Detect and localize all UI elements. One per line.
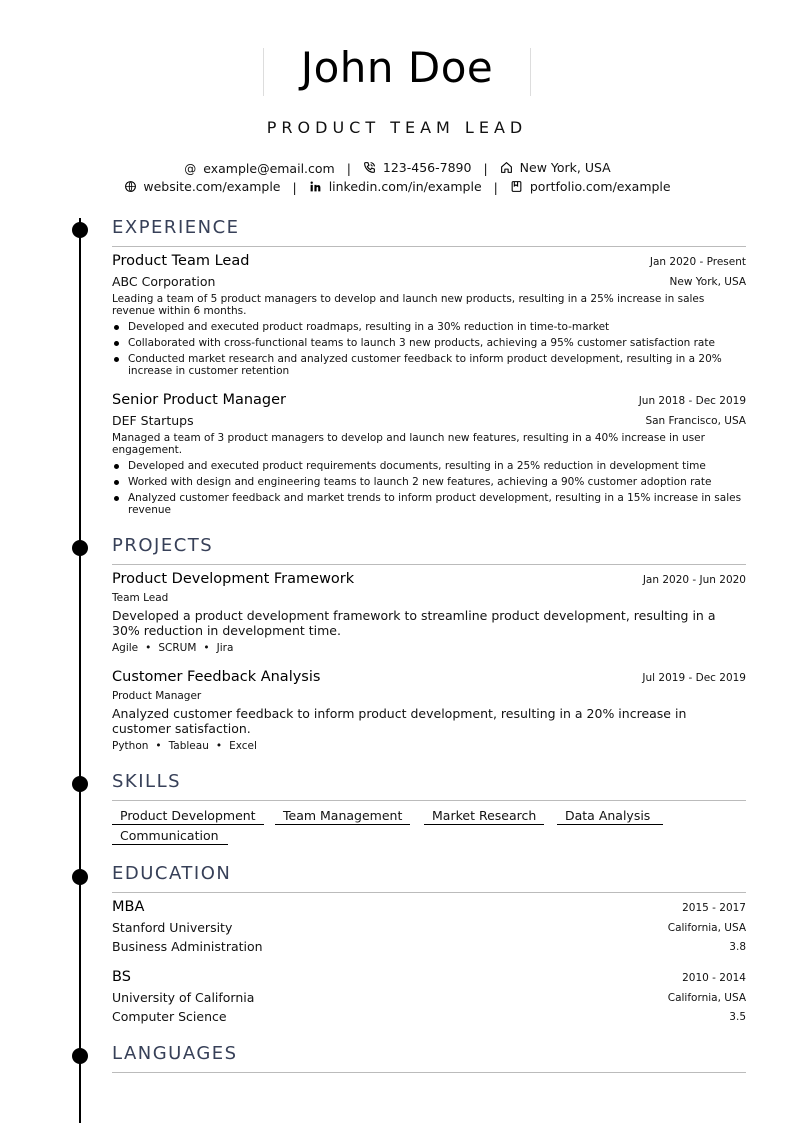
project-role: Product Manager	[112, 690, 202, 702]
contact-linkedin[interactable]	[309, 179, 482, 196]
project-tag: SCRUM	[158, 642, 197, 654]
job-bullet: Developed and executed product requirements documents, resulting in a 25% reduction in development time	[112, 460, 746, 472]
education-dates: 2015 - 2017	[682, 902, 746, 914]
section-divider	[112, 564, 746, 565]
separator: |	[483, 161, 488, 176]
section-divider	[112, 1072, 746, 1073]
field-of-study: Business Administration	[112, 939, 263, 954]
school-location: California, USA	[667, 922, 746, 934]
project-tags	[112, 642, 233, 654]
section-title-projects: PROJECTS	[112, 535, 214, 556]
job-summary: Leading a team of 5 product managers to develop and launch new products, resulting in a 25% increase in sales revenue within 6 months.	[112, 293, 705, 317]
tag-separator: •	[215, 740, 223, 752]
skill-tag: Data Analysis	[557, 808, 663, 825]
separator: |	[292, 180, 297, 195]
skill-tag: Market Research	[424, 808, 544, 825]
project-name: Product Development Framework	[112, 571, 355, 587]
school-location: California, USA	[667, 992, 746, 1004]
section-title-skills: SKILLS	[112, 771, 182, 792]
timeline-dot-projects	[72, 540, 88, 556]
project-role: Team Lead	[112, 592, 169, 604]
separator: |	[346, 161, 351, 176]
name-frame	[263, 43, 531, 96]
school: Stanford University	[112, 920, 233, 935]
job-dates: Jan 2020 - Present	[649, 256, 746, 268]
job-role: Product Team Lead	[112, 253, 250, 269]
job-dates: Jun 2018 - Dec 2019	[638, 395, 746, 407]
degree: BS	[112, 969, 131, 985]
job-title: PRODUCT TEAM LEAD	[266, 118, 528, 137]
job-bullet: Collaborated with cross-functional teams to launch 3 new products, achieving a 95% customer satisfaction rate	[112, 337, 746, 349]
tag-separator: •	[145, 642, 152, 654]
portfolio-icon	[510, 180, 524, 196]
timeline-dot-skills	[72, 776, 88, 792]
phone-icon	[363, 161, 377, 177]
home-icon	[500, 161, 514, 177]
contact-row-2	[0, 179, 794, 196]
contact-website[interactable]	[123, 179, 280, 196]
section-title-experience: EXPERIENCE	[112, 217, 240, 238]
project-tag: Tableau	[168, 740, 209, 752]
project-name: Customer Feedback Analysis	[112, 669, 321, 685]
candidate-name: John Doe	[300, 43, 494, 92]
linkedin-text: linkedin.com/in/example	[328, 179, 482, 195]
section-title-education: EDUCATION	[112, 863, 232, 884]
job-bullet: Conducted market research and analyzed customer feedback to inform product development, resulting in a 20% increase in customer retention	[112, 353, 746, 377]
section-title-languages: LANGUAGES	[112, 1043, 238, 1064]
website-text: website.com/example	[143, 179, 281, 195]
phone-text: 123-456-7890	[382, 160, 472, 176]
project-dates: Jul 2019 - Dec 2019	[642, 672, 746, 684]
project-tags	[112, 740, 257, 752]
timeline-dot-education	[72, 869, 88, 885]
project-description: Developed a product development framework to streamline product development, resulting in a 30% reduction in development time.	[112, 608, 716, 638]
skill-tag: Product Development	[112, 808, 264, 825]
contact-phone[interactable]	[363, 160, 472, 177]
field-of-study: Computer Science	[112, 1009, 227, 1024]
job-bullet: Analyzed customer feedback and market trends to inform product development, resulting in a 15% increase in sales revenue	[112, 492, 746, 516]
timeline-dot-experience	[72, 222, 88, 238]
degree: MBA	[112, 899, 145, 915]
contact-portfolio[interactable]	[510, 179, 671, 196]
project-tag: Agile	[112, 642, 139, 654]
job-summary: Managed a team of 3 product managers to develop and launch new features, resulting in a 40% increase in user engagement.	[112, 432, 705, 456]
section-divider	[112, 800, 746, 801]
project-tag: Python	[112, 740, 149, 752]
job-bullet: Worked with design and engineering teams to launch 2 new features, achieving a 90% customer adoption rate	[112, 476, 746, 488]
tag-separator: •	[203, 642, 210, 654]
skill-tag: Team Management	[275, 808, 410, 825]
email-text: example@email.com	[203, 160, 335, 176]
job-company: ABC Corporation	[112, 274, 216, 289]
separator: |	[493, 180, 498, 195]
linkedin-icon	[309, 180, 323, 196]
location-text: New York, USA	[519, 160, 611, 176]
skill-tag: Communication	[112, 828, 228, 845]
project-dates: Jan 2020 - Jun 2020	[642, 574, 746, 586]
project-tag: Jira	[216, 642, 234, 654]
school: University of California	[112, 990, 255, 1005]
education-dates: 2010 - 2014	[682, 972, 746, 984]
timeline-line	[79, 218, 81, 1123]
gpa: 3.8	[729, 941, 746, 953]
timeline-dot-languages	[72, 1048, 88, 1064]
project-tag: Excel	[229, 740, 257, 752]
job-bullet: Developed and executed product roadmaps, resulting in a 30% reduction in time-to-market	[112, 321, 746, 333]
contact-row-1	[0, 160, 794, 177]
job-location: San Francisco, USA	[645, 415, 746, 427]
tag-separator: •	[155, 740, 162, 752]
globe-icon	[123, 180, 137, 196]
section-divider	[112, 246, 746, 247]
at-icon: @	[184, 162, 197, 177]
gpa: 3.5	[729, 1011, 746, 1023]
job-location: New York, USA	[669, 276, 746, 288]
portfolio-text: portfolio.com/example	[529, 179, 671, 195]
contact-location	[500, 160, 611, 177]
contact-email[interactable]	[183, 161, 334, 177]
section-divider	[112, 892, 746, 893]
job-role: Senior Product Manager	[112, 392, 287, 408]
job-company: DEF Startups	[112, 413, 194, 428]
project-description: Analyzed customer feedback to inform product development, resulting in a 20% increase in customer satisfaction.	[112, 706, 687, 736]
